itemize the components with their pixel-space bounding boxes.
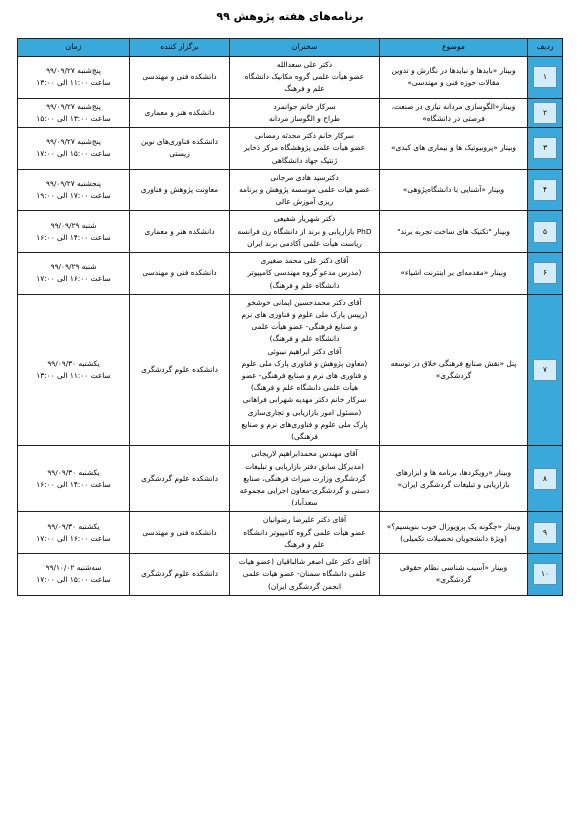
table-row <box>18 211 563 253</box>
speaker-line: (مدیرکل سابق دفتر بازاریابی و تبلیغات <box>245 461 364 471</box>
table-row <box>18 446 563 512</box>
organizer-cell <box>130 253 230 295</box>
organizer-text: دانشکده فناوری‌های نوین زیستی <box>141 137 218 159</box>
row-number: ۴ <box>533 179 557 201</box>
subject-text: وبینار «بایدها و نبایدها در نگارش و تدوین مقالات حوزه فنی و مهندسی» <box>391 66 516 88</box>
speaker-line: آقای دکتر علیرضا رضوانیان <box>262 515 347 525</box>
schedule-table <box>17 38 563 596</box>
subject-text: وبینار «پروبیوتیک ها و بیماری های کبدی» <box>391 143 516 153</box>
date-text: پنج‌شنبه ۹۹/۰۹/۲۷ <box>46 101 101 111</box>
date-text: شنبه ۹۹/۰۹/۲۹ <box>50 220 97 230</box>
row-number-cell <box>528 128 563 170</box>
time-cell <box>18 446 130 512</box>
speaker-cell <box>230 128 380 170</box>
subject-text: وبینار «مقدمه‌ای بر اینترنت اشیاء» <box>400 268 507 278</box>
subject-cell <box>380 98 528 127</box>
hours-text: ساعت ۱۱:۰۰ الی ۱۳:۰۰ <box>36 78 111 88</box>
row-number: ۸ <box>533 468 557 490</box>
row-number: ۵ <box>533 221 557 243</box>
time-cell <box>18 294 130 446</box>
organizer-text: دانشکده علوم گردشگری <box>141 569 218 579</box>
speaker-cell <box>230 294 380 446</box>
organizer-cell <box>130 512 230 554</box>
speaker-line: دانشگاه علم و فرهنگ) <box>269 280 340 290</box>
speaker-line: علم و فرهنگ <box>284 84 325 94</box>
speaker-cell <box>230 512 380 554</box>
speaker-line: و فناوری های نرم و صنایع فرهنگی- عضو <box>241 371 368 381</box>
time-cell <box>18 253 130 295</box>
date-text: یکشنبه ۹۹/۰۹/۳۰ <box>47 521 100 531</box>
speaker-cell <box>230 169 380 211</box>
date-text: یکشنبه ۹۹/۰۹/۳۰ <box>47 467 100 477</box>
hours-text: ساعت ۱۵:۰۰ الی ۱۷:۰۰ <box>36 575 111 585</box>
speaker-line: دستی و گردشگری-معاون اجرایی مجموعه <box>239 486 370 495</box>
table-row <box>18 554 563 596</box>
table-body <box>18 57 563 596</box>
speaker-cell <box>230 446 380 512</box>
row-number: ۱ <box>533 66 557 88</box>
speaker-line: سرکار خانم جوانمرد <box>273 101 336 111</box>
row-number: ۶ <box>533 262 557 284</box>
speaker-line: گردشگری وزارت میراث فرهنگی، صنایع <box>243 473 366 483</box>
organizer-text: دانشکده هنر و معماری <box>144 226 215 236</box>
table-header-row <box>18 39 563 57</box>
time-cell <box>18 128 130 170</box>
speaker-line: پارک ملی علوم و فناوری‌های نرم و صنایع <box>241 419 368 429</box>
speaker-line: ریاست هیأت علمی آکادمی برند ایران <box>247 238 362 248</box>
organizer-cell <box>130 554 230 596</box>
speaker-line: (مسئول امور بازاریابی و تجاری‌سازی <box>247 407 362 417</box>
row-number-cell <box>528 169 563 211</box>
organizer-cell <box>130 57 230 99</box>
subject-text: وبینار "تکنیک های ساخت تجربه برند" <box>397 226 510 236</box>
speaker-line: طراح و الگوساز مردانه <box>268 113 341 123</box>
speaker-line: سرکار خانم دکتر مهدیه شهرابی فراهانی <box>242 395 367 405</box>
organizer-text: معاونت پژوهش و فناوری <box>140 184 219 194</box>
speaker-line: عضو هیأت علمی گروه کامپیوتر دانشگاه <box>243 527 366 537</box>
table-row <box>18 57 563 99</box>
row-number-cell <box>528 446 563 512</box>
subject-cell <box>380 512 528 554</box>
organizer-cell <box>130 128 230 170</box>
subject-cell <box>380 294 528 446</box>
hours-text: ساعت ۱۴:۰۰ الی ۱۶:۰۰ <box>36 232 111 242</box>
speaker-line: (رییس پارک ملی علوم و فناوری های نرم <box>241 309 368 319</box>
row-number-cell <box>528 554 563 596</box>
date-text: پنج‌شنبه ۹۹/۰۹/۲۷ <box>46 137 101 147</box>
header-organizer: برگزار کننده <box>130 39 230 57</box>
speaker-line: عضو هیأت علمی گروه مکانیک دانشگاه <box>244 72 365 82</box>
date-text: پنجشنبه ۹۹/۰۹/۲۷ <box>45 178 102 188</box>
speaker-line: (مدرس مدعو گروه مهندسی کامپیوتر <box>247 268 362 278</box>
speaker-line: عضو هیات علمی موسسه پژوهش و برنامه <box>239 184 370 194</box>
organizer-cell <box>130 446 230 512</box>
subject-text: وبینار «آسیب شناسی نظام حقوقی گردشگری» <box>399 563 508 585</box>
row-number: ۲ <box>533 102 557 124</box>
speaker-line: دکتر علی سعدالله <box>276 60 333 69</box>
hours-text: ساعت ۱۶:۰۰ الی ۱۷:۰۰ <box>36 274 111 284</box>
organizer-cell <box>130 169 230 211</box>
speaker-line: آقای دکتر علی محمد صغیری <box>260 256 349 266</box>
speaker-line: سعدآباد) <box>291 498 318 508</box>
organizer-text: دانشکده فنی و مهندسی <box>142 527 217 537</box>
table-row <box>18 512 563 554</box>
organizer-text: دانشکده هنر و معماری <box>144 107 215 117</box>
header-subject: موضوع <box>380 39 528 57</box>
table-row <box>18 128 563 170</box>
speaker-line: دکتر شهریار شفیعی <box>273 214 336 224</box>
subject-cell <box>380 253 528 295</box>
row-number-cell <box>528 253 563 295</box>
speaker-cell <box>230 253 380 295</box>
speaker-cell <box>230 211 380 253</box>
row-number: ۱۰ <box>533 563 557 585</box>
hours-text: ساعت ۱۵:۰۰ الی ۱۷:۰۰ <box>36 149 111 159</box>
speaker-line: فرهنگی) <box>291 432 318 442</box>
speaker-line: آقای مهندس محمدابراهیم لاریجانی <box>251 449 358 459</box>
speaker-line: انجمن گردشگری ایران) <box>267 581 342 591</box>
speaker-line: سرکار خانم دکتر محدثه رمضانی <box>255 131 354 141</box>
time-cell <box>18 57 130 99</box>
organizer-text: دانشکده فنی و مهندسی <box>142 72 217 82</box>
row-number-cell <box>528 57 563 99</box>
hours-text: ساعت ۱۷:۰۰ الی ۱۹:۰۰ <box>36 191 111 201</box>
date-text: پنج‌شنبه ۹۹/۰۹/۲۷ <box>46 66 101 76</box>
header-speaker: سخنران <box>230 39 380 57</box>
header-row-number: ردیف <box>528 39 563 57</box>
speaker-line: علمی دانشگاه سمنان- عضو هیات علمی <box>242 569 367 579</box>
hours-text: ساعت ۱۱:۰۰ الی ۱۳:۰۰ <box>36 371 111 381</box>
organizer-cell <box>130 98 230 127</box>
date-text: شنبه ۹۹/۰۹/۲۹ <box>50 262 97 272</box>
page-title: برنامه‌های هفته پژوهش ۹۹ <box>216 10 364 23</box>
speaker-line: آقای دکتر محمدحسین ایمانی خوشخو <box>247 297 362 307</box>
row-number: ۷ <box>533 359 557 381</box>
row-number-cell <box>528 98 563 127</box>
subject-text: پنل «نقش صنایع فرهنگی خلاق در توسعه گردشگری» <box>390 358 517 381</box>
subject-cell <box>380 128 528 170</box>
speaker-line: هیأت علمی دانشگاه علم و فرهنگ) <box>250 383 359 393</box>
speaker-line: ژنتیک جهاد دانشگاهی <box>271 155 338 165</box>
speaker-cell <box>230 554 380 596</box>
time-cell <box>18 512 130 554</box>
subject-text: وبینار «چگونه یک پروپوزال خوب بنویسیم؟» (ویژهٔ دانشجویان تحصیلات تکمیلی) <box>386 521 521 543</box>
row-number-cell <box>528 512 563 554</box>
subject-text: وبینار«الگوسازی مردانه نیازی در صنعت، فرصتی در دانشگاه» <box>391 101 516 123</box>
organizer-cell <box>130 294 230 446</box>
subject-cell <box>380 446 528 512</box>
speaker-line: (معاون پژوهش و فناوری پارک ملی علوم <box>241 358 368 368</box>
row-number-cell <box>528 211 563 253</box>
speaker-cell <box>230 98 380 127</box>
speaker-line: و صنایع فرهنگی- عضو هیأت علمی <box>251 322 358 332</box>
table-row <box>18 253 563 295</box>
header-time: زمان <box>18 39 130 57</box>
date-text: یکشنبه ۹۹/۰۹/۳۰ <box>47 358 100 368</box>
speaker-line: عضو هیأت علمی پژوهشگاه مرکز ذخایر <box>243 143 366 153</box>
speaker-line: دکترسید هادی مرجانی <box>270 172 339 182</box>
table-row <box>18 98 563 127</box>
subject-text: وبینار «رویکردها، برنامه ها و ابزارهای بازاریابی و تبلیغات گردشگری ایران» <box>395 467 512 489</box>
subject-text: وبینار «آشنایی با دانشگاه‌پژوهی» <box>402 184 505 194</box>
date-text: سه‌شنبه ۹۹/۱۰/۰۲ <box>45 563 102 573</box>
organizer-cell <box>130 211 230 253</box>
organizer-text: دانشکده فنی و مهندسی <box>142 268 217 278</box>
speaker-line: دانشگاه علم و فرهنگ) <box>269 334 340 344</box>
row-number: ۳ <box>533 137 557 159</box>
subject-cell <box>380 211 528 253</box>
subject-cell <box>380 554 528 596</box>
speaker-cell <box>230 57 380 99</box>
speaker-line: آقای دکتر علی اصغر شالباقیان (عضو هیات <box>238 557 371 567</box>
time-cell <box>18 211 130 253</box>
speaker-line: ریزی آموزش عالی <box>275 197 334 207</box>
hours-text: ساعت ۱۳:۰۰ الی ۱۵:۰۰ <box>36 113 111 123</box>
organizer-text: دانشکده علوم گردشگری <box>141 364 218 374</box>
subject-cell <box>380 169 528 211</box>
organizer-text: دانشکده علوم گردشگری <box>141 473 218 483</box>
table-row <box>18 169 563 211</box>
row-number-cell <box>528 294 563 446</box>
hours-text: ساعت ۱۴:۰۰ الی ۱۶:۰۰ <box>36 479 111 489</box>
speaker-line: علم و فرهنگ <box>284 539 325 549</box>
speaker-line: آقای دکتر ابراهیم نیبوئی <box>267 346 342 356</box>
hours-text: ساعت ۱۶:۰۰ الی ۱۷:۰۰ <box>36 533 111 543</box>
row-number: ۹ <box>533 522 557 544</box>
speaker-line: PhD بازاریابی و برند از دانشگاه رن فرانسه <box>237 226 372 236</box>
subject-cell <box>380 57 528 99</box>
time-cell <box>18 554 130 596</box>
time-cell <box>18 169 130 211</box>
table-row <box>18 294 563 446</box>
time-cell <box>18 98 130 127</box>
